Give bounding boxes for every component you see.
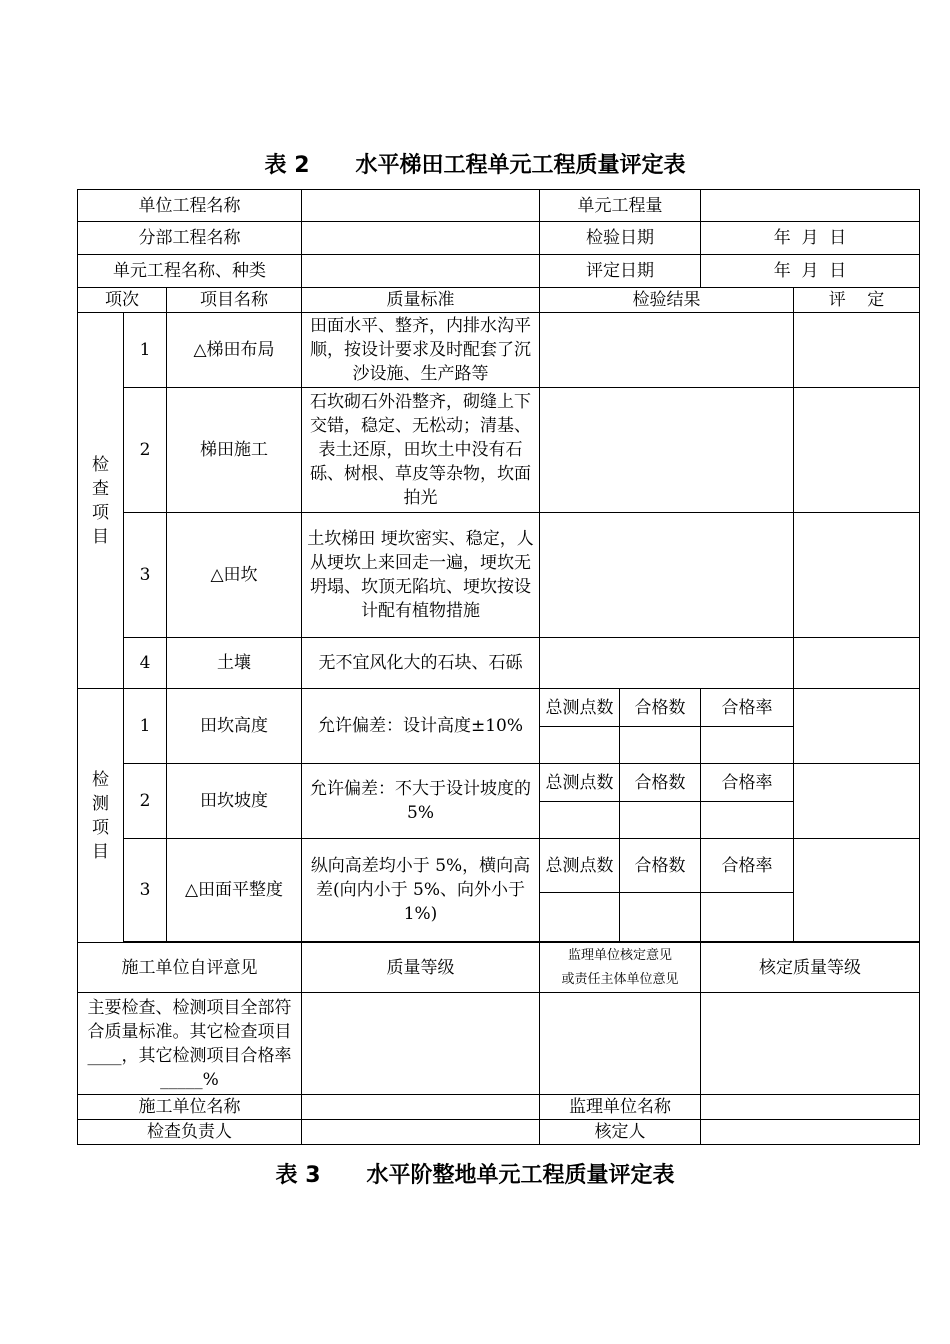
- check-item-name: 梯田施工: [167, 388, 302, 513]
- check-item-rating[interactable]: [794, 313, 920, 388]
- check-item-no: 4: [124, 638, 167, 689]
- value-supervisor-name[interactable]: [701, 1095, 920, 1120]
- value-contractor-name[interactable]: [302, 1095, 540, 1120]
- label-verifier: 核定人: [540, 1120, 701, 1145]
- measure-item-standard: 允许偏差：设计高度±10%: [302, 689, 540, 764]
- check-item-standard: 无不宜风化大的石块、石砾: [302, 638, 540, 689]
- label-total-points: 总测点数: [540, 689, 620, 727]
- value-pass-rate[interactable]: [701, 893, 794, 942]
- value-sub-project-name[interactable]: [302, 222, 540, 255]
- check-item-standard: 土坎梯田 埂坎密实、稳定，人从埂坎上来回走一遍，埂坎无坍塌、坎顶无陷坑、埂坎按设计配有植物措施: [302, 513, 540, 638]
- value-verified-grade[interactable]: [701, 993, 920, 1095]
- value-unit-quantity[interactable]: [701, 190, 920, 222]
- measure-item-no: 1: [124, 689, 167, 764]
- value-pass-count[interactable]: [620, 727, 701, 764]
- table-title: 表 2 水平梯田工程单元工程质量评定表: [264, 153, 686, 178]
- check-item-rating[interactable]: [794, 388, 920, 513]
- label-unit-project-name: 单位工程名称: [78, 190, 302, 222]
- value-pass-rate[interactable]: [701, 727, 794, 764]
- measure-item-name: 田坎坡度: [167, 764, 302, 839]
- label-supervisor-opinion: [540, 943, 701, 993]
- measure-item-rating[interactable]: [794, 689, 920, 764]
- value-total-points[interactable]: [540, 727, 620, 764]
- col-item-name: 项目名称: [167, 288, 302, 313]
- group-measure-items: 检测项目: [78, 689, 124, 943]
- label-inspection-date: 检验日期: [540, 222, 701, 255]
- next-table-title: 表 3 水平阶整地单元工程质量评定表: [275, 1163, 675, 1188]
- label-quality-grade: 质量等级: [302, 943, 540, 993]
- value-element-name-type[interactable]: [302, 255, 540, 288]
- value-pass-count[interactable]: [620, 893, 701, 942]
- check-item-name: △田坎: [167, 513, 302, 638]
- value-quality-grade[interactable]: [302, 993, 540, 1095]
- check-item-name: 土壤: [167, 638, 302, 689]
- col-item-no: 项次: [78, 288, 167, 313]
- label-unit-quantity: 单元工程量: [540, 190, 701, 222]
- label-pass-rate: 合格率: [701, 839, 794, 893]
- check-item-name: △梯田布局: [167, 313, 302, 388]
- label-element-name-type: 单元工程名称、种类: [78, 255, 302, 288]
- label-contractor-name: 施工单位名称: [78, 1095, 302, 1120]
- contractor-opinion-text[interactable]: 主要检查、检测项目全部符合质量标准。其它检查项目____，其它检测项目合格率_____%: [78, 993, 302, 1095]
- label-pass-count: 合格数: [620, 839, 701, 893]
- label-inspector: 检查负责人: [78, 1120, 302, 1145]
- measure-item-name: 田坎高度: [167, 689, 302, 764]
- label-sub-project-name: 分部工程名称: [78, 222, 302, 255]
- col-rating: 评 定: [794, 288, 920, 313]
- check-item-rating[interactable]: [794, 513, 920, 638]
- supervisor-opinion-line-2: 或责任主体单位意见: [561, 971, 679, 987]
- value-pass-rate[interactable]: [701, 802, 794, 839]
- supervisor-opinion-line-1: 监理单位核定意见: [567, 947, 672, 963]
- label-pass-count: 合格数: [620, 689, 701, 727]
- value-total-points[interactable]: [540, 802, 620, 839]
- measure-item-no: 3: [124, 839, 167, 942]
- measure-item-rating[interactable]: [794, 839, 920, 942]
- quality-evaluation-table: [77, 189, 920, 1145]
- label-evaluation-date: 评定日期: [540, 255, 701, 288]
- label-pass-rate: 合格率: [701, 764, 794, 802]
- check-item-result[interactable]: [540, 638, 794, 689]
- check-item-result[interactable]: [540, 388, 794, 513]
- value-supervisor-opinion[interactable]: [540, 993, 701, 1095]
- col-inspection-result: 检验结果: [540, 288, 794, 313]
- label-pass-count: 合格数: [620, 764, 701, 802]
- label-contractor-self-eval: 施工单位自评意见: [78, 943, 302, 993]
- measure-item-standard: 允许偏差：不大于设计坡度的 5%: [302, 764, 540, 839]
- check-item-no: 1: [124, 313, 167, 388]
- value-total-points[interactable]: [540, 893, 620, 942]
- measure-item-name: △田面平整度: [167, 839, 302, 942]
- label-pass-rate: 合格率: [701, 689, 794, 727]
- value-verifier[interactable]: [701, 1120, 920, 1145]
- check-item-rating[interactable]: [794, 638, 920, 689]
- measure-item-standard: 纵向高差均小于 5%，横向高差(向内小于 5%、向外小于 1%): [302, 839, 540, 942]
- check-item-result[interactable]: [540, 513, 794, 638]
- check-item-standard: 田面水平、整齐，内排水沟平顺，按设计要求及时配套了沉沙设施、生产路等: [302, 313, 540, 388]
- measure-item-no: 2: [124, 764, 167, 839]
- label-total-points: 总测点数: [540, 764, 620, 802]
- measure-item-rating[interactable]: [794, 764, 920, 839]
- label-supervisor-name: 监理单位名称: [540, 1095, 701, 1120]
- check-item-no: 2: [124, 388, 167, 513]
- value-inspector[interactable]: [302, 1120, 540, 1145]
- check-item-result[interactable]: [540, 313, 794, 388]
- label-total-points: 总测点数: [540, 839, 620, 893]
- check-item-no: 3: [124, 513, 167, 638]
- value-evaluation-date[interactable]: 年 月 日: [701, 255, 920, 288]
- value-unit-project-name[interactable]: [302, 190, 540, 222]
- label-verified-grade: 核定质量等级: [701, 943, 920, 993]
- value-pass-count[interactable]: [620, 802, 701, 839]
- check-item-standard: 石坎砌石外沿整齐，砌缝上下交错，稳定、无松动；清基、表土还原，田坎土中没有石砾、树根、草皮等杂物，坎面拍光: [302, 388, 540, 513]
- group-check-items: 检查项目: [78, 313, 124, 689]
- value-inspection-date[interactable]: 年 月 日: [701, 222, 920, 255]
- col-quality-standard: 质量标准: [302, 288, 540, 313]
